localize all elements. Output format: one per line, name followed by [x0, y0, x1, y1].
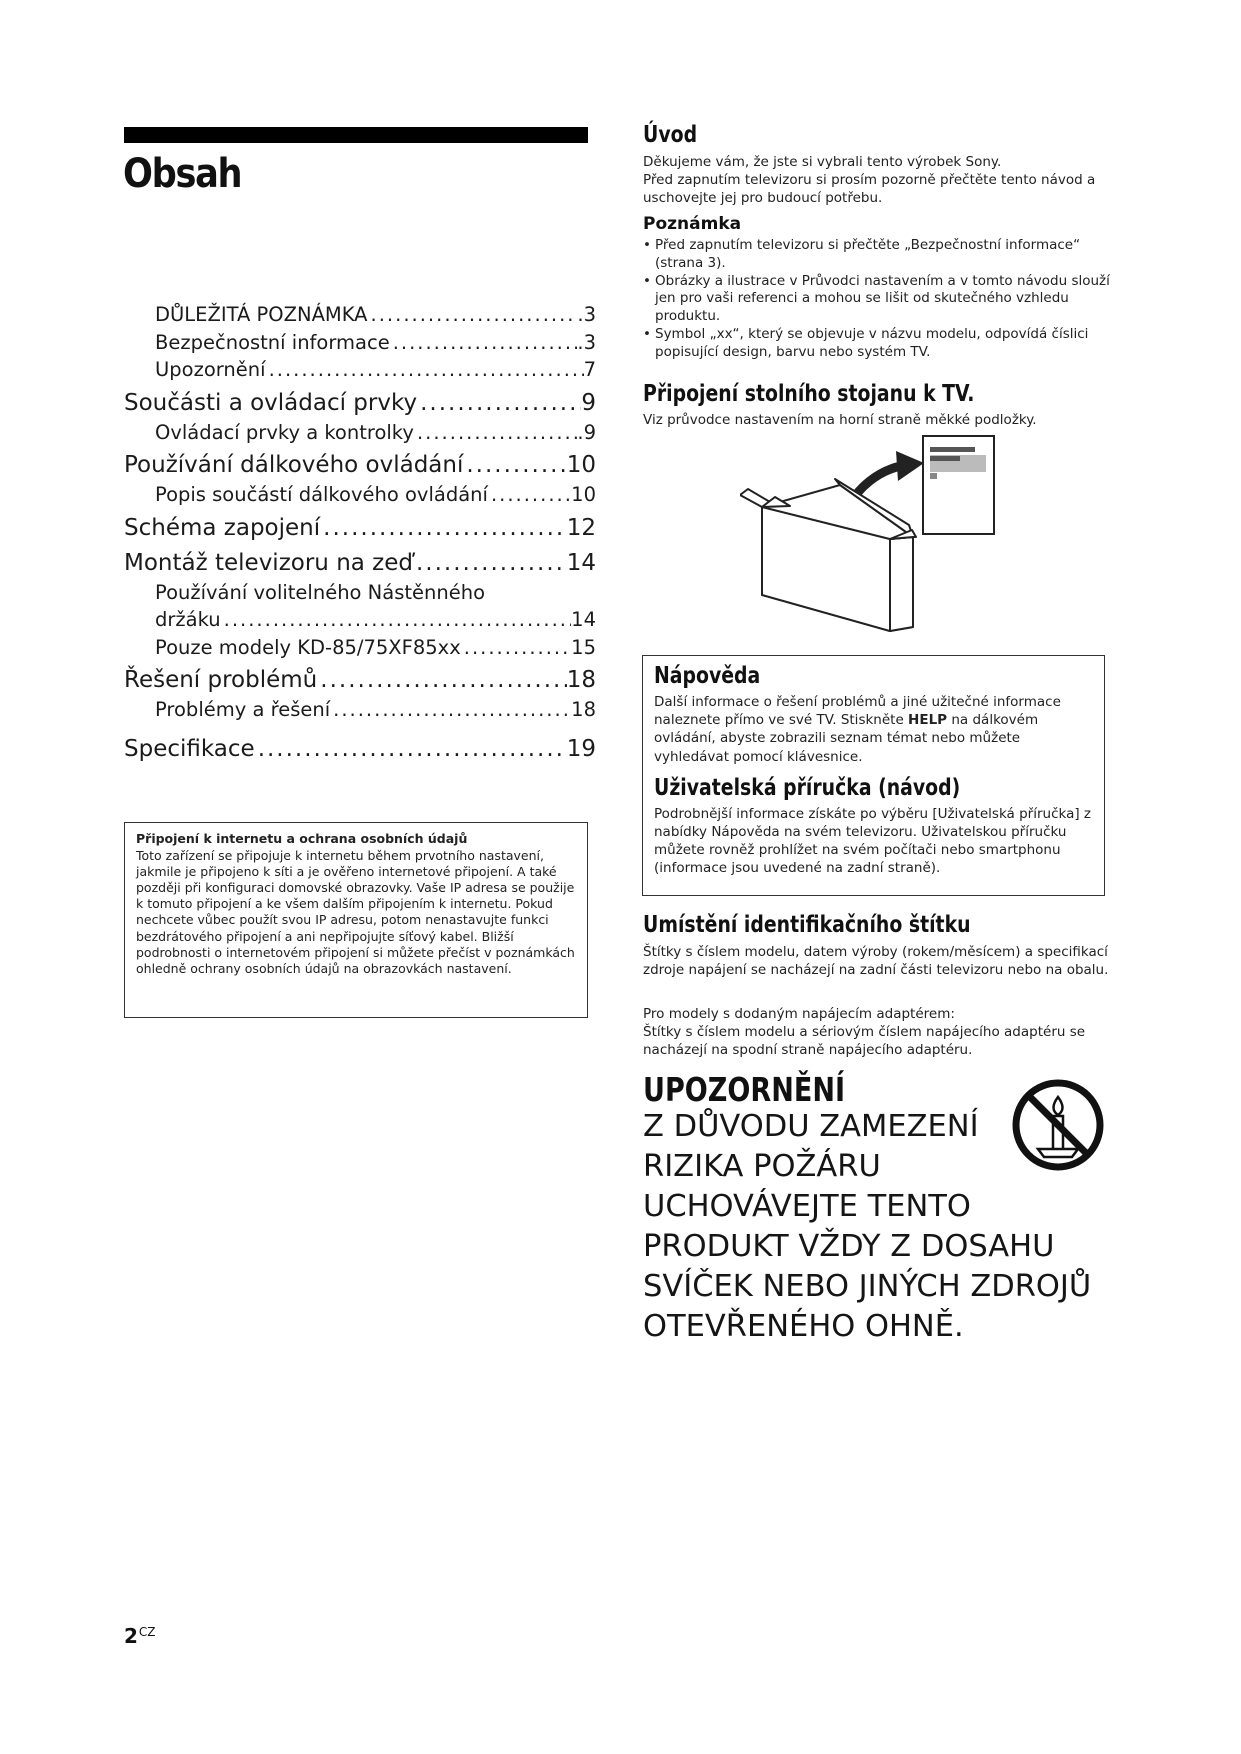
warning-heading: UPOZORNĚNÍ	[643, 1070, 846, 1109]
toc-dot-leader	[413, 548, 567, 579]
toc-dot-leader	[414, 419, 577, 447]
title-bar-decoration	[124, 127, 588, 143]
toc-page-number: .3	[577, 330, 596, 354]
help-text	[654, 693, 1094, 766]
note-item: • Obrázky a ilustrace v Průvodci nastavením a v tomto návodu slouží jen pro vaši referenci a mohou se lišit od skutečného vzhledu produktu.	[643, 273, 1113, 326]
intro-line: Před zapnutím televizoru si prosím pozorně přečtěte tento návod a uschovejte jej pro budoucí potřebu.	[643, 172, 1096, 206]
toc-page-number: .3	[577, 303, 596, 326]
toc-entry-remote-parts[interactable]	[124, 481, 596, 509]
toc-entry-label: Problémy a řešení	[155, 698, 331, 721]
toc-entry-models-only[interactable]	[124, 634, 596, 662]
toc-entry-wall-mounting[interactable]	[124, 548, 596, 579]
language-code: CZ	[138, 1625, 156, 1639]
toc-page-number: 7	[583, 358, 596, 381]
toc-dot-leader	[330, 696, 571, 724]
toc-entry-label: Montáž televizoru na zeď	[124, 549, 413, 576]
toc-entry-label: Ovládací prvky a kontrolky	[155, 420, 414, 444]
cardboard-box	[740, 479, 916, 631]
toc-dot-leader	[417, 388, 581, 419]
toc-entry-specifications[interactable]	[124, 734, 596, 765]
toc-entry-safety-info[interactable]	[124, 329, 596, 357]
id-label-heading: Umístění identifikačního štítku	[643, 912, 971, 938]
toc-entry-problems-solutions[interactable]	[124, 696, 596, 724]
manual-heading: Uživatelská příručka (návod)	[654, 774, 961, 801]
toc-entry-troubleshooting[interactable]	[124, 665, 596, 696]
id-label-text: Štítky s číslem modelu, datem výroby (rokem/měsícem) a specifikací zdroje napájení se nacházejí na zadní části televizoru nebo na obalu.	[643, 944, 1109, 978]
toc-entry-label: Schéma zapojení	[124, 514, 321, 541]
toc-entry-parts-and-controls[interactable]	[124, 388, 596, 419]
toc-page-number: .9	[577, 420, 596, 444]
help-text-part: Další informace o řešení problémů a jiné užitečné informace naleznete přímo ve své TV. Stiskněte	[654, 694, 1061, 729]
intro-heading: Úvod	[643, 122, 698, 148]
toc-entry-label: Používání volitelného Nástěnného	[155, 580, 486, 604]
warning-line: OTEVŘENÉHO OHNĚ.	[643, 1309, 964, 1344]
help-key-label: HELP	[908, 712, 948, 729]
privacy-text: Toto zařízení se připojuje k internetu během prvotního nastavení, jakmile je připojeno k síti a je ověřeno internetové připojení. A také později při konfiguraci domovské obrazovky. Vaše IP adresa se použije k tomuto připojení a ke všem dalším připojením k internetu. Pokud nechcete vůbec použít svou IP adresu, potom nenastavujte funkci bezdrátového připojení a ani nepřipojujte síťový kabel. Bližší podrobnosti o internetovém připojení si můžete přečíst v poznámkách ohledně ochrany osobních údajů na obrazovkách nastavení.	[136, 848, 575, 976]
adapter-label-line: Pro modely s dodaným napájecím adaptérem:	[643, 1006, 955, 1022]
setup-guide-sheet	[923, 436, 994, 534]
warning-line: UCHOVÁVEJTE TENTO	[643, 1189, 971, 1224]
note-item: • Před zapnutím televizoru si přečtěte „Bezpečnostní informace“ (strana 3).	[643, 237, 1113, 273]
toc-entry-label: Součásti a ovládací prvky	[124, 389, 418, 416]
note-list	[643, 237, 1113, 362]
page-number-value: 2	[124, 1624, 138, 1648]
help-info-box	[642, 655, 1105, 896]
no-candle-icon	[1010, 1077, 1106, 1173]
toc-dot-leader	[320, 513, 567, 544]
help-text-part: na dálkovém ovládání, abyste zobrazili seznam témat nebo můžete vyhledávat pomocí klávesnice.	[654, 712, 1039, 765]
page-number	[124, 1620, 156, 1648]
toc-dot-leader	[463, 450, 566, 481]
tv-box-illustration	[740, 435, 1000, 640]
toc-dot-leader	[368, 301, 578, 329]
toc-entry-using-remote[interactable]	[124, 450, 596, 481]
privacy-notice-box	[124, 822, 588, 1018]
toc-entry-label: Specifikace	[124, 735, 255, 762]
adapter-label-text	[643, 1005, 1113, 1059]
warning-line: SVÍČEK NEBO JINÝCH ZDROJŮ	[643, 1269, 1092, 1304]
toc-page-number: 19	[566, 735, 596, 762]
toc-page-number: 18	[571, 698, 596, 721]
toc-entry-label: Upozornění	[155, 358, 266, 381]
toc-dot-leader	[255, 734, 567, 765]
warning-line: RIZIKA POŽÁRU	[643, 1149, 881, 1184]
note-heading: Poznámka	[643, 214, 742, 234]
toc-dot-leader	[266, 356, 584, 384]
toc-entry-connection-diagram[interactable]	[124, 513, 596, 544]
page-title: Obsah	[123, 151, 242, 197]
toc-page-number: 14	[571, 608, 596, 631]
toc-entry-line	[155, 606, 596, 634]
toc-entry-label: Řešení problémů	[124, 667, 318, 693]
toc-entry-important-note[interactable]	[124, 301, 596, 329]
toc-entry-label: držáku	[155, 608, 221, 631]
toc-entry-label: Bezpečnostní informace	[155, 330, 390, 354]
manual-text: Podrobnější informace získáte po výběru [Uživatelská příručka] z nabídky Nápověda na svém televizoru. Uživatelskou příručku můžete rovněž prohlížet na svém počítači nebo smartphonu (informace jsou uvedené na zadní straně).	[654, 805, 1091, 877]
intro-line: Děkujeme vám, že jste si vybrali tento výrobek Sony.	[643, 154, 1002, 170]
toc-dot-leader	[390, 329, 578, 357]
toc-page-number: 18	[566, 667, 596, 693]
toc-entry-wall-bracket[interactable]	[124, 579, 596, 634]
toc-dot-leader	[317, 665, 566, 696]
toc-page-number: 15	[571, 635, 596, 659]
toc-page-number: 9	[581, 389, 596, 416]
toc-page-number: 14	[566, 549, 596, 576]
table-of-contents	[124, 301, 596, 765]
toc-entry-label: Používání dálkového ovládání	[124, 452, 464, 478]
toc-dot-leader	[488, 481, 571, 509]
toc-entry-label: DŮLEŽITÁ POZNÁMKA	[155, 303, 368, 326]
toc-entry-label: Pouze modely KD-85/75XF85xx	[155, 635, 461, 659]
adapter-label-line: Štítky s číslem modelu a sériovým číslem napájecího adaptéru se nacházejí na spodní straně napájecího adaptéru.	[643, 1024, 1086, 1058]
toc-page-number: 10	[566, 452, 596, 478]
toc-page-number: 12	[566, 514, 596, 541]
help-heading: Nápověda	[654, 663, 761, 689]
warning-line: Z DŮVODU ZAMEZENÍ	[643, 1109, 979, 1144]
warning-text	[643, 1107, 1203, 1347]
toc-dot-leader	[221, 606, 572, 634]
toc-entry-label: Popis součástí dálkového ovládání	[155, 483, 488, 506]
stand-text: Viz průvodce nastavením na horní straně měkké podložky.	[643, 412, 1037, 428]
toc-page-number: 10	[571, 483, 596, 506]
privacy-heading: Připojení k internetu a ochrana osobních údajů	[136, 831, 468, 846]
toc-entry-controls-and-indicators[interactable]	[124, 419, 596, 447]
toc-entry-warnings[interactable]	[124, 356, 596, 384]
intro-text	[643, 153, 1113, 207]
stand-heading: Připojení stolního stojanu k TV.	[643, 381, 975, 407]
warning-line: PRODUKT VŽDY Z DOSAHU	[643, 1229, 1055, 1264]
note-item: • Symbol „xx“, který se objevuje v názvu modelu, odpovídá číslici popisující design, barvu nebo systém TV.	[643, 326, 1113, 362]
toc-dot-leader	[461, 634, 571, 662]
